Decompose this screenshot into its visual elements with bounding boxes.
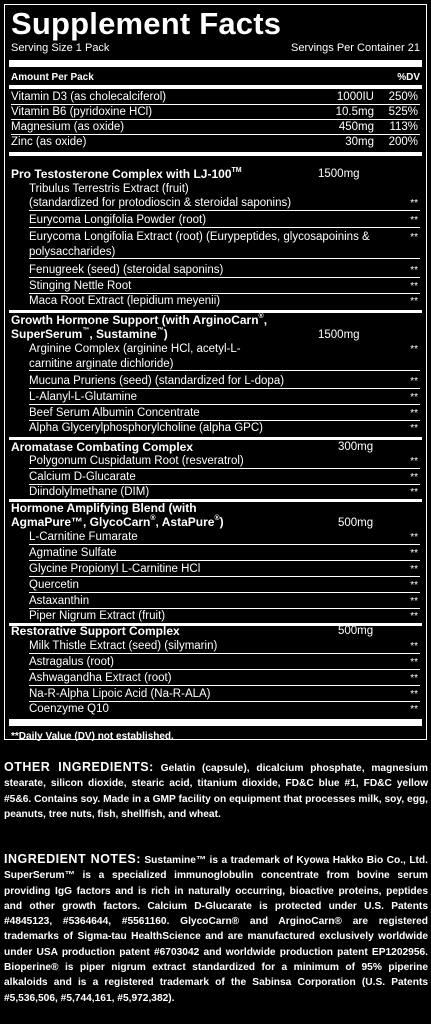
other-ingredients-text: Gelatin (capsule), dicalcium phosphate, magnesium stearate, silicon dioxide, stearic acid, titanium dioxide, FD&C blue #1, FD&C yellow #5&6. Contains soy. Made in a GMP facility on equipment that processes milk, soy, egg, peanuts, tree nuts, fish, shellfish, and wheat.: [4, 763, 428, 820]
ingredient-row: Ashwagandha Extract (root) **: [29, 672, 418, 684]
nutrient-row: [11, 90, 420, 105]
nutrient-amount: 10.5mg: [335, 106, 374, 118]
nutrient-amount: 1000IU: [336, 91, 374, 103]
blend-title-growth-hormone: Growth Hormone Support (with ArginoCarn®,: [11, 313, 268, 327]
ingredient-row: Alpha Glycerylphosphorylcholine (alpha GPC) **: [29, 422, 418, 434]
nutrient-row: [11, 135, 420, 150]
blend-title-restorative: Restorative Support Complex: [11, 624, 180, 638]
nutrient-row: [11, 120, 420, 135]
ingredient-row: Milk Thistle Extract (seed) (silymarin) **: [29, 640, 418, 652]
ingredient-notes-text: Sustamine™ is a trademark of Kyowa Hakko Bio Co., Ltd. SuperSerum™ is a specialized immunoglobulin concentrate from bovine serum providing IgG factors and is rich in naturally occurring, bioactive proteins, peptides and other growth factors. Calcium D-Glucarate is protected under U.S. Patents #4845123, #5364644, #5561160. GlycoCarn® and ArginoCarn® are registered trademarks of Sigma-tau HealthScience and are manufactured exclusively worldwide under USA production patent #6703042 and worldwide production patent EP1202956. Bioperine® is piper nigrum extract standardized for a minimum of 95% piperine alkaloids and is a registered trademark of the Sabinsa Corporation (U.S. Patents #5,536,506, #5,744,161, #5,972,382).: [4, 855, 428, 1004]
blend-amount: 500mg: [338, 625, 374, 637]
column-header: [11, 72, 420, 83]
dv-footnote: **Daily Value (DV) not established.: [11, 731, 174, 742]
ingredient-row: Diindolylmethane (DIM) **: [29, 486, 418, 498]
serving-size: Serving Size 1 Pack: [11, 42, 110, 54]
nutrient-name: Zinc (as oxide): [11, 136, 87, 148]
ingredient-row: Agmatine Sulfate **: [29, 547, 418, 559]
amount-per-pack-label: Amount Per Pack: [11, 72, 94, 83]
serving-info: [11, 42, 420, 55]
blend-title-aromatase: Aromatase Combating Complex: [11, 440, 194, 454]
ingredient-row: Mucuna Pruriens (seed) (standardized for L-dopa) **: [29, 375, 418, 387]
ingredient-row: Calcium D-Glucarate **: [29, 471, 418, 483]
ingredient-row: Beef Serum Albumin Concentrate **: [29, 407, 418, 419]
ingredient-row: Eurycoma Longifolia Extract (root) (Eurypeptides, glycosapoinins & polysaccharides) **: [29, 231, 418, 258]
blend-amount: 300mg: [338, 441, 374, 453]
ingredient-row: Glycine Propionyl L-Carnitine HCl **: [29, 563, 418, 575]
ingredient-row: L-Carnitine Fumarate **: [29, 531, 418, 543]
ingredient-row: Astragalus (root) **: [29, 656, 418, 668]
divider-thick: [9, 719, 422, 726]
divider-medium: [9, 152, 422, 156]
blend-title-hormone-amplifying-line2: AgmaPure™, GlycoCarn®, AstaPure®): [11, 515, 224, 529]
nutrient-amount: 30mg: [345, 136, 374, 148]
blend-title-pro-testosterone: Pro Testosterone Complex with LJ-100™: [11, 167, 242, 181]
nutrient-dv: 200%: [388, 136, 418, 148]
ingredient-row: Piper Nigrum Extract (fruit) **: [29, 610, 418, 622]
panel-title: Supplement Facts: [11, 6, 282, 41]
blend-amount: 500mg: [338, 517, 374, 529]
ingredient-row: L-Alanyl-L-Glutamine **: [29, 391, 418, 403]
nutrient-dv: 113%: [389, 121, 418, 133]
nutrient-name: Magnesium (as oxide): [11, 121, 125, 133]
ingredient-row: (standardized for protodioscin & steroidal saponins) **: [29, 197, 418, 209]
ingredient-row: Eurycoma Longifolia Powder (root) **: [29, 214, 418, 226]
ingredient-notes-label: INGREDIENT NOTES:: [4, 852, 141, 866]
other-ingredients-label: OTHER INGREDIENTS:: [4, 760, 154, 774]
nutrient-amount: 450mg: [338, 121, 374, 133]
other-ingredients: [4, 760, 428, 822]
nutrient-name: Vitamin D3 (as cholecalciferol): [11, 91, 167, 103]
ingredient-row: Quercetin **: [29, 579, 418, 591]
servings-per-container: Servings Per Container 21: [290, 42, 420, 54]
ingredient-row: Na-R-Alpha Lipoic Acid (Na-R-ALA) **: [29, 688, 418, 700]
nutrient-dv: 250%: [388, 91, 418, 103]
blend-amount: 1500mg: [318, 329, 360, 341]
dv-label: %DV: [397, 72, 420, 83]
blend-title-hormone-amplifying: Hormone Amplifying Blend (with: [11, 501, 197, 515]
ingredient-row: Astaxanthin **: [29, 595, 418, 607]
nutrient-name: Vitamin B6 (pyridoxine HCl): [11, 106, 153, 118]
trademark-mark: TM: [231, 167, 242, 174]
ingredient-row: Fenugreek (seed) (steroidal saponins) **: [29, 264, 418, 276]
ingredient-row: Arginine Complex (arginine HCl, acetyl-L-carnitine arginate dichloride) **: [29, 343, 418, 370]
ingredient-row: Polygonum Cuspidatum Root (resveratrol) **: [29, 455, 418, 467]
ingredient-row: Stinging Nettle Root **: [29, 280, 418, 292]
ingredient-notes: [4, 852, 428, 1006]
divider-thick: [9, 60, 422, 67]
ingredient-row: Maca Root Extract (lepidium meyenii) **: [29, 295, 418, 307]
nutrient-row: [11, 105, 420, 120]
nutrient-dv: 525%: [388, 106, 418, 118]
divider-medium: [9, 85, 422, 89]
ingredient-row: Coenzyme Q10 **: [29, 703, 418, 715]
ingredient-row: Tribulus Terrestris Extract (fruit): [29, 183, 189, 195]
supplement-facts-panel: [4, 4, 427, 740]
blend-title-growth-hormone-line2: SuperSerum™, Sustamine™): [11, 327, 168, 341]
blend-amount: 1500mg: [318, 168, 360, 180]
